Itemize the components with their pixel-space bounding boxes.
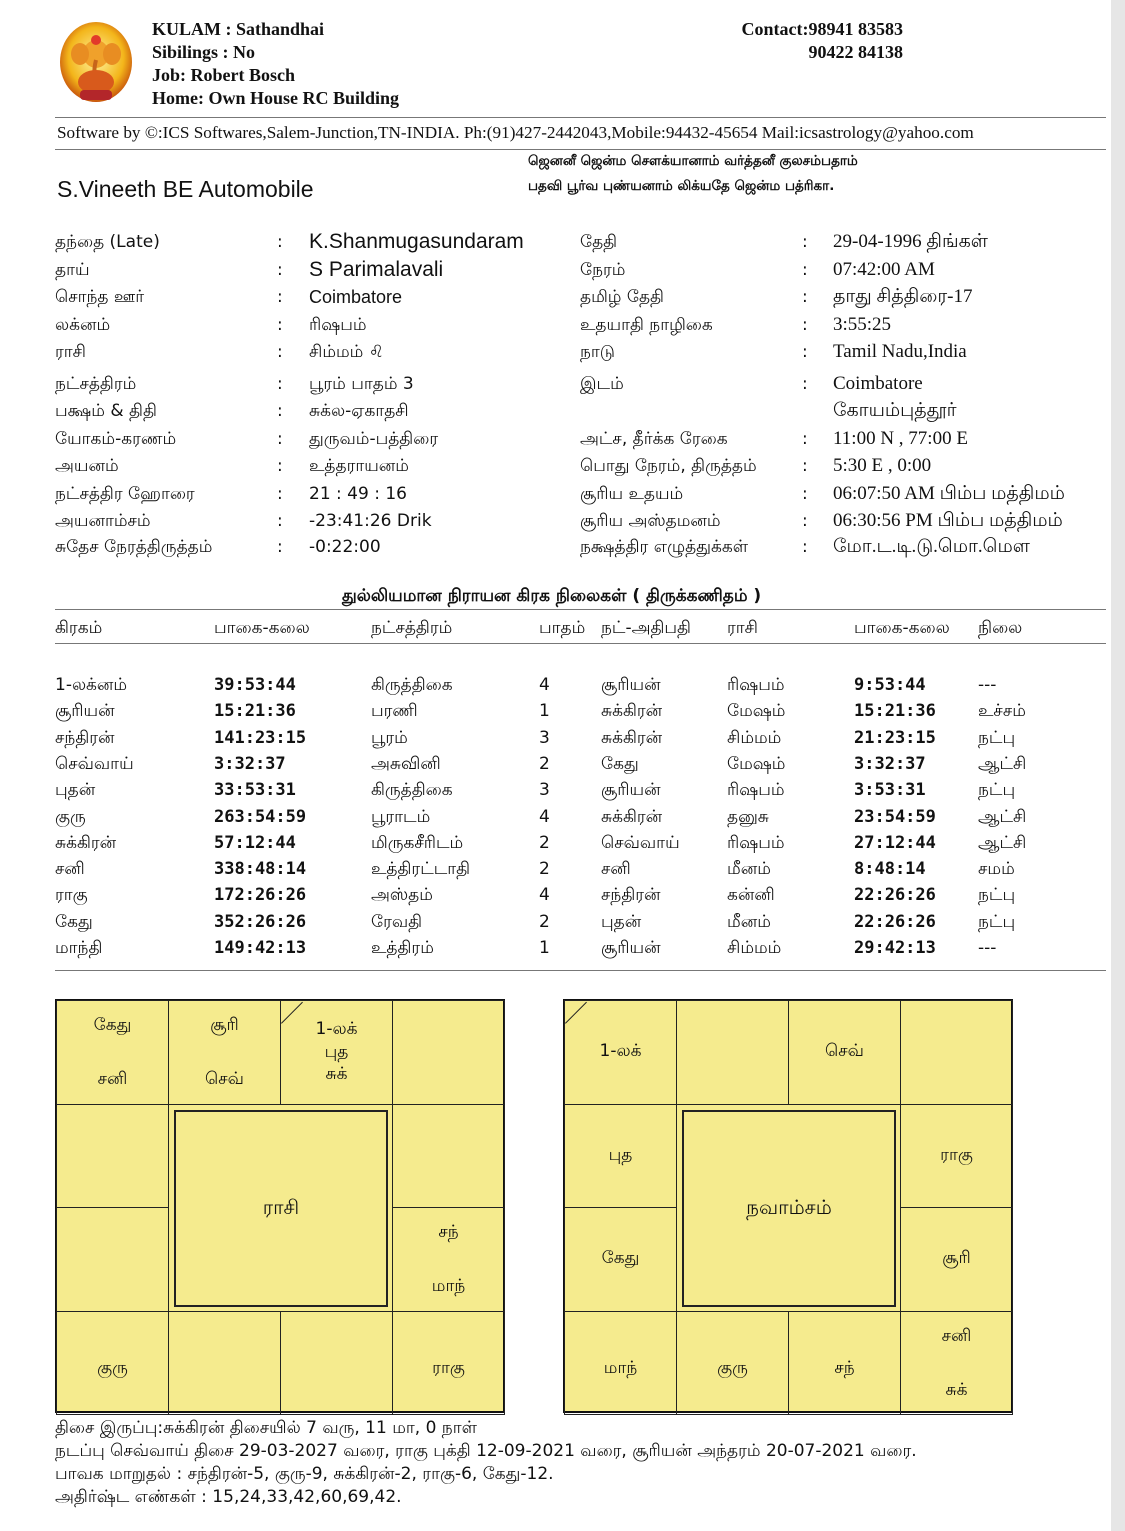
- planet-cell: சுக்கிரன்: [601, 806, 663, 827]
- planet-cell: 23:54:59: [854, 806, 936, 827]
- detail-colon: :: [802, 342, 808, 362]
- planet-section-title: துல்லியமான நிராயன கிரக நிலைகள் ( திருக்கணிதம் ): [342, 586, 762, 606]
- detail-label: யோகம்-கரணம்: [55, 429, 177, 449]
- planet-cell: ரிஷபம்: [727, 832, 785, 853]
- planet-cell: 1-லக்னம்: [55, 675, 128, 695]
- planet-cell: சூரியன்: [55, 701, 115, 722]
- detail-colon: :: [277, 537, 283, 557]
- planet-cell: சந்திரன்: [601, 885, 661, 906]
- detail-label: தமிழ் தேதி: [580, 287, 664, 307]
- planet-cell: 57:12:44: [214, 832, 296, 853]
- contact-phone-2: 90422 84138: [808, 42, 903, 62]
- planet-cell: 352:26:26: [214, 911, 307, 932]
- planet-cell: சமம்: [978, 859, 1015, 880]
- chart-house: [564, 1207, 677, 1312]
- detail-colon: :: [802, 232, 808, 252]
- lucky-numbers: அதிர்ஷ்ட எண்கள் : 15,24,33,42,60,69,42.: [55, 1487, 402, 1507]
- chart-center-label: நவாம்சம்: [682, 1110, 896, 1307]
- planet-abbrev: ராகு: [940, 1144, 973, 1165]
- planet-cell: சுக்கிரன்: [601, 727, 663, 748]
- planet-cell: 15:21:36: [854, 701, 936, 722]
- chart-house: [564, 1000, 677, 1105]
- chart-house: [280, 1311, 393, 1416]
- detail-colon: :: [802, 287, 808, 307]
- planet-cell: 4: [539, 675, 550, 695]
- planet-cell: கேது: [55, 911, 93, 932]
- detail-label: தாய்: [55, 260, 90, 280]
- kulam-text: KULAM : Sathandhai: [152, 19, 325, 39]
- planet-header-cell: நட்சத்திரம்: [371, 618, 453, 638]
- lagna-marker: [565, 1002, 587, 1024]
- detail-label: அயனாம்சம்: [55, 511, 151, 531]
- planet-cell: 3: [539, 780, 550, 801]
- planet-cell: பூரம்: [371, 727, 408, 748]
- detail-label: லக்னம்: [55, 315, 111, 335]
- planet-abbrev: செவ்: [825, 1041, 864, 1061]
- detail-value: 11:00 N , 77:00 E: [833, 428, 968, 449]
- chart-center-label: ராசி: [174, 1110, 388, 1307]
- chart-house: [56, 1000, 169, 1105]
- detail-value: Tamil Nadu,India: [833, 341, 967, 362]
- planet-cell: 1: [539, 701, 550, 722]
- detail-value: 5:30 E , 0:00: [833, 455, 932, 476]
- detail-colon: :: [277, 342, 283, 362]
- detail-colon: :: [277, 374, 283, 394]
- planet-cell: 1: [539, 938, 550, 958]
- detail-label: பக்ஷம் & திதி: [55, 401, 157, 421]
- detail-value: உத்தராயனம்: [309, 456, 409, 476]
- planet-cell: 338:48:14: [214, 859, 307, 880]
- detail-colon: :: [277, 401, 283, 421]
- chart-house: [788, 1000, 901, 1105]
- planet-cell: மீனம்: [727, 911, 771, 932]
- detail-label: பொது நேரம், திருத்தம்: [580, 456, 757, 476]
- chart-house: [392, 1311, 505, 1416]
- chart-house: [392, 1000, 505, 1105]
- planet-cell: 15:21:36: [214, 701, 296, 722]
- detail-label: சூரிய உதயம்: [580, 484, 684, 504]
- planet-header-cell: பாகை-கலை: [854, 618, 950, 638]
- detail-label: நக்ஷத்திர எழுத்துக்கள்: [580, 537, 749, 557]
- detail-colon: :: [277, 429, 283, 449]
- chart-house: [168, 1000, 281, 1105]
- planet-header-cell: பாதம்: [539, 618, 586, 638]
- chart-house: [788, 1311, 901, 1416]
- detail-colon: :: [277, 232, 283, 252]
- planet-cell: ---: [978, 675, 997, 695]
- planet-abbrev: சூரி: [942, 1248, 971, 1268]
- planet-cell: ஆட்சி: [978, 832, 1027, 853]
- planet-cell: மாந்தி: [55, 938, 103, 958]
- detail-value: சிம்மம் ♌: [309, 342, 384, 362]
- current-dasa: நடப்பு செவ்வாய் திசை 29-03-2027 வரை, ராகு புக்தி 12-09-2021 வரை, சூரியன் அந்தரம் 20-07-2021 வரை.: [55, 1441, 917, 1461]
- planet-cell: குரு: [55, 806, 86, 827]
- planet-cell: மிருகசீரிடம்: [371, 832, 464, 853]
- planet-header-cell: பாகை-கலை: [214, 618, 310, 638]
- verse-line-2: பதவி பூர்வ புண்யனாம் லிக்யதே ஜென்ம பத்ரிகா.: [528, 178, 835, 194]
- detail-value: -23:41:26 Drik: [309, 511, 432, 531]
- bhava-change: பாவக மாறுதல் : சந்திரன்-5, குரு-9, சுக்கிரன்-2, ராகு-6, கேது-12.: [55, 1464, 554, 1484]
- planet-abbrev: குரு: [717, 1357, 748, 1378]
- detail-label: நேரம்: [580, 260, 626, 280]
- planet-cell: சனி: [601, 859, 631, 880]
- detail-label: தேதி: [580, 232, 618, 252]
- chart-house: [56, 1104, 169, 1209]
- planet-cell: ரிஷபம்: [727, 675, 785, 695]
- planet-cell: ஆட்சி: [978, 806, 1027, 827]
- planet-cell: ஆட்சி: [978, 753, 1027, 774]
- planet-header-cell: நிலை: [978, 618, 1023, 638]
- detail-value: கோயம்புத்தூர்: [833, 400, 957, 421]
- planet-cell: ராகு: [55, 885, 88, 906]
- person-name: S.Vineeth BE Automobile: [57, 176, 314, 202]
- planet-cell: உத்திரட்டாதி: [371, 859, 471, 880]
- detail-colon: :: [277, 260, 283, 280]
- detail-value: 06:30:56 PM பிம்ப மத்திமம்: [833, 510, 1063, 531]
- planet-cell: கிருத்திகை: [371, 675, 453, 695]
- detail-colon: :: [802, 429, 808, 449]
- planet-abbrev: சனி: [941, 1325, 972, 1346]
- detail-colon: :: [802, 537, 808, 557]
- planet-cell: அசுவினி: [371, 753, 441, 774]
- planet-cell: 22:26:26: [854, 885, 936, 906]
- planet-cell: 2: [539, 753, 550, 774]
- detail-value: தாது சித்திரை-17: [833, 286, 973, 307]
- planet-abbrev: சந்: [438, 1222, 459, 1242]
- planet-cell: 4: [539, 885, 550, 906]
- planet-cell: செவ்வாய்: [55, 753, 134, 774]
- planet-cell: ரிஷபம்: [727, 780, 785, 801]
- detail-value: துருவம்-பத்திரை: [309, 429, 439, 449]
- planet-cell: 39:53:44: [214, 675, 296, 695]
- chart-house: [280, 1000, 393, 1105]
- planet-cell: 149:42:13: [214, 938, 307, 958]
- verse-line-1: ஜெனனீ ஜென்ம சௌக்யானாம் வர்த்தனீ குலசம்பதாம்: [528, 153, 858, 169]
- planet-abbrev: கேது: [601, 1248, 640, 1268]
- planet-cell: நட்பு: [978, 780, 1016, 801]
- planet-cell: 2: [539, 911, 550, 932]
- planet-abbrev: சுக்: [945, 1379, 968, 1400]
- detail-value: 07:42:00 AM: [833, 259, 935, 280]
- chart-house: [392, 1207, 505, 1312]
- planet-cell: சூரியன்: [601, 780, 661, 801]
- planet-cell: சுக்கிரன்: [601, 701, 663, 722]
- detail-value: -0:22:00: [309, 537, 381, 557]
- detail-value: Coimbatore: [833, 373, 923, 394]
- planet-cell: புதன்: [55, 780, 96, 801]
- planet-header-cell: நட்-அதிபதி: [601, 618, 691, 638]
- dasa-balance: திசை இருப்பு:சுக்கிரன் திசையில் 7 வரு, 11 மா, 0 நாள்: [55, 1418, 477, 1438]
- detail-colon: :: [277, 456, 283, 476]
- planet-abbrev: மாந்: [603, 1357, 638, 1378]
- detail-value: S Parimalavali: [309, 258, 444, 281]
- chart-house: [676, 1311, 789, 1416]
- planet-cell: உச்சம்: [978, 701, 1026, 722]
- planet-abbrev: 1-லக்: [315, 1019, 358, 1039]
- planet-cell: நட்பு: [978, 911, 1016, 932]
- planet-cell: பரணி: [371, 701, 418, 722]
- detail-colon: :: [802, 374, 808, 394]
- planet-cell: மேஷம்: [727, 753, 786, 774]
- planet-cell: 33:53:31: [214, 780, 296, 801]
- chart-house: [56, 1311, 169, 1416]
- chart-house: [900, 1311, 1013, 1416]
- planet-abbrev: சூரி: [210, 1015, 239, 1035]
- detail-value: மோ.ட.டி.டு.மொ.மௌ: [833, 536, 1030, 557]
- planet-cell: 263:54:59: [214, 806, 307, 827]
- planet-cell: 2: [539, 859, 550, 880]
- detail-colon: :: [277, 315, 283, 335]
- software-credit: Software by ©:ICS Softwares,Salem-Junction,TN-INDIA. Ph:(91)427-2442043,Mobile:94432-45654 Mail:icsastrology@yahoo.com: [57, 123, 974, 142]
- detail-value: சுக்ல-ஏகாதசி: [309, 401, 409, 421]
- detail-label: சுதேச நேரத்திருத்தம்: [55, 537, 213, 557]
- page-edge: [1111, 0, 1125, 1531]
- detail-label: இடம்: [580, 374, 624, 394]
- detail-label: நாடு: [580, 342, 615, 362]
- planet-cell: கேது: [601, 753, 639, 774]
- detail-colon: :: [277, 511, 283, 531]
- planet-cell: சுக்கிரன்: [55, 832, 117, 853]
- detail-value: 3:55:25: [833, 314, 892, 335]
- planet-cell: மேஷம்: [727, 701, 786, 722]
- detail-colon: :: [802, 315, 808, 335]
- chart-house: [168, 1311, 281, 1416]
- detail-label: உதயாதி நாழிகை: [580, 315, 713, 335]
- detail-label: சொந்த ஊர்: [55, 287, 145, 307]
- planet-cell: சூரியன்: [601, 938, 661, 958]
- detail-colon: :: [802, 511, 808, 531]
- planet-cell: 9:53:44: [854, 675, 926, 695]
- planet-abbrev: ராகு: [432, 1357, 465, 1378]
- planet-abbrev: 1-லக்: [599, 1041, 642, 1061]
- planet-cell: நட்பு: [978, 885, 1016, 906]
- detail-label: ராசி: [55, 342, 86, 362]
- detail-value: பூரம் பாதம் 3: [309, 374, 414, 394]
- detail-colon: :: [802, 484, 808, 504]
- planet-cell: மீனம்: [727, 859, 771, 880]
- planet-cell: கன்னி: [727, 885, 775, 906]
- detail-value: 29-04-1996 திங்கள்: [833, 231, 988, 252]
- planet-cell: உத்திரம்: [371, 938, 434, 958]
- chart-house: [56, 1207, 169, 1312]
- detail-value: ரிஷபம்: [309, 315, 367, 335]
- planet-abbrev: புத: [608, 1144, 633, 1165]
- chart-house: [392, 1104, 505, 1209]
- planet-cell: சந்திரன்: [55, 727, 115, 748]
- navamsa-chart: [563, 999, 1013, 1413]
- planet-cell: கிருத்திகை: [371, 780, 453, 801]
- job-text: Job: Robert Bosch: [152, 65, 295, 85]
- planet-cell: 3: [539, 727, 550, 748]
- planet-abbrev: சனி: [97, 1069, 128, 1089]
- planet-abbrev: மாந்: [431, 1276, 466, 1296]
- planet-cell: சூரியன்: [601, 675, 661, 695]
- detail-label: அயனம்: [55, 456, 119, 476]
- detail-label: நட்சத்திரம்: [55, 374, 137, 394]
- chart-house: [564, 1311, 677, 1416]
- planet-cell: 3:32:37: [854, 753, 926, 774]
- chart-house: [564, 1104, 677, 1209]
- planet-cell: சிம்மம்: [727, 938, 782, 958]
- planet-cell: செவ்வாய்: [601, 832, 680, 853]
- planet-cell: ---: [978, 938, 997, 958]
- planet-abbrev: புத: [324, 1042, 349, 1062]
- detail-label: சூரிய அஸ்தமனம்: [580, 511, 721, 531]
- planet-cell: 27:12:44: [854, 832, 936, 853]
- planet-cell: நட்பு: [978, 727, 1016, 748]
- planet-cell: 21:23:15: [854, 727, 936, 748]
- planet-abbrev: குரு: [97, 1357, 128, 1378]
- planet-abbrev: சந்: [834, 1357, 855, 1378]
- planet-header-cell: கிரகம்: [55, 618, 103, 638]
- planet-cell: சனி: [55, 859, 85, 880]
- detail-value: K.Shanmugasundaram: [309, 230, 524, 253]
- ganesha-icon: [58, 20, 134, 110]
- home-text: Home: Own House RC Building: [152, 88, 400, 108]
- detail-value: 06:07:50 AM பிம்ப மத்திமம்: [833, 483, 1065, 504]
- chart-house: [900, 1104, 1013, 1209]
- planet-cell: 8:48:14: [854, 859, 926, 880]
- detail-value: Coimbatore: [309, 287, 403, 307]
- detail-colon: :: [802, 456, 808, 476]
- planet-cell: 2: [539, 832, 550, 853]
- planet-cell: ரேவதி: [371, 911, 423, 932]
- planet-cell: 172:26:26: [214, 885, 307, 906]
- detail-colon: :: [277, 484, 283, 504]
- detail-colon: :: [277, 287, 283, 307]
- contact-phone-1: Contact:98941 83583: [741, 19, 903, 39]
- planet-cell: சிம்மம்: [727, 727, 782, 748]
- detail-value: 21 : 49 : 16: [309, 484, 407, 504]
- planet-cell: அஸ்தம்: [371, 885, 433, 906]
- detail-label: நட்சத்திர ஹோரை: [55, 484, 195, 504]
- siblings-text: Sibilings : No: [152, 42, 256, 62]
- chart-house: [900, 1000, 1013, 1105]
- planet-cell: 4: [539, 806, 550, 827]
- chart-house: [676, 1000, 789, 1105]
- detail-colon: :: [802, 260, 808, 280]
- planet-abbrev: செவ்: [205, 1069, 244, 1089]
- planet-abbrev: சுக்: [325, 1064, 348, 1084]
- planet-cell: 3:32:37: [214, 753, 286, 774]
- planet-cell: 141:23:15: [214, 727, 307, 748]
- planet-cell: புதன்: [601, 911, 642, 932]
- planet-cell: தனுசு: [727, 806, 769, 827]
- planet-cell: 22:26:26: [854, 911, 936, 932]
- planet-cell: 29:42:13: [854, 938, 936, 958]
- planet-header-cell: ராசி: [727, 618, 758, 638]
- planet-cell: பூராடம்: [371, 806, 431, 827]
- detail-label: அட்ச, தீர்க்க ரேகை: [580, 429, 728, 449]
- chart-house: [900, 1207, 1013, 1312]
- rasi-chart: [55, 999, 505, 1413]
- planet-abbrev: கேது: [93, 1015, 132, 1035]
- planet-cell: 3:53:31: [854, 780, 926, 801]
- detail-label: தந்தை (Late): [55, 232, 160, 252]
